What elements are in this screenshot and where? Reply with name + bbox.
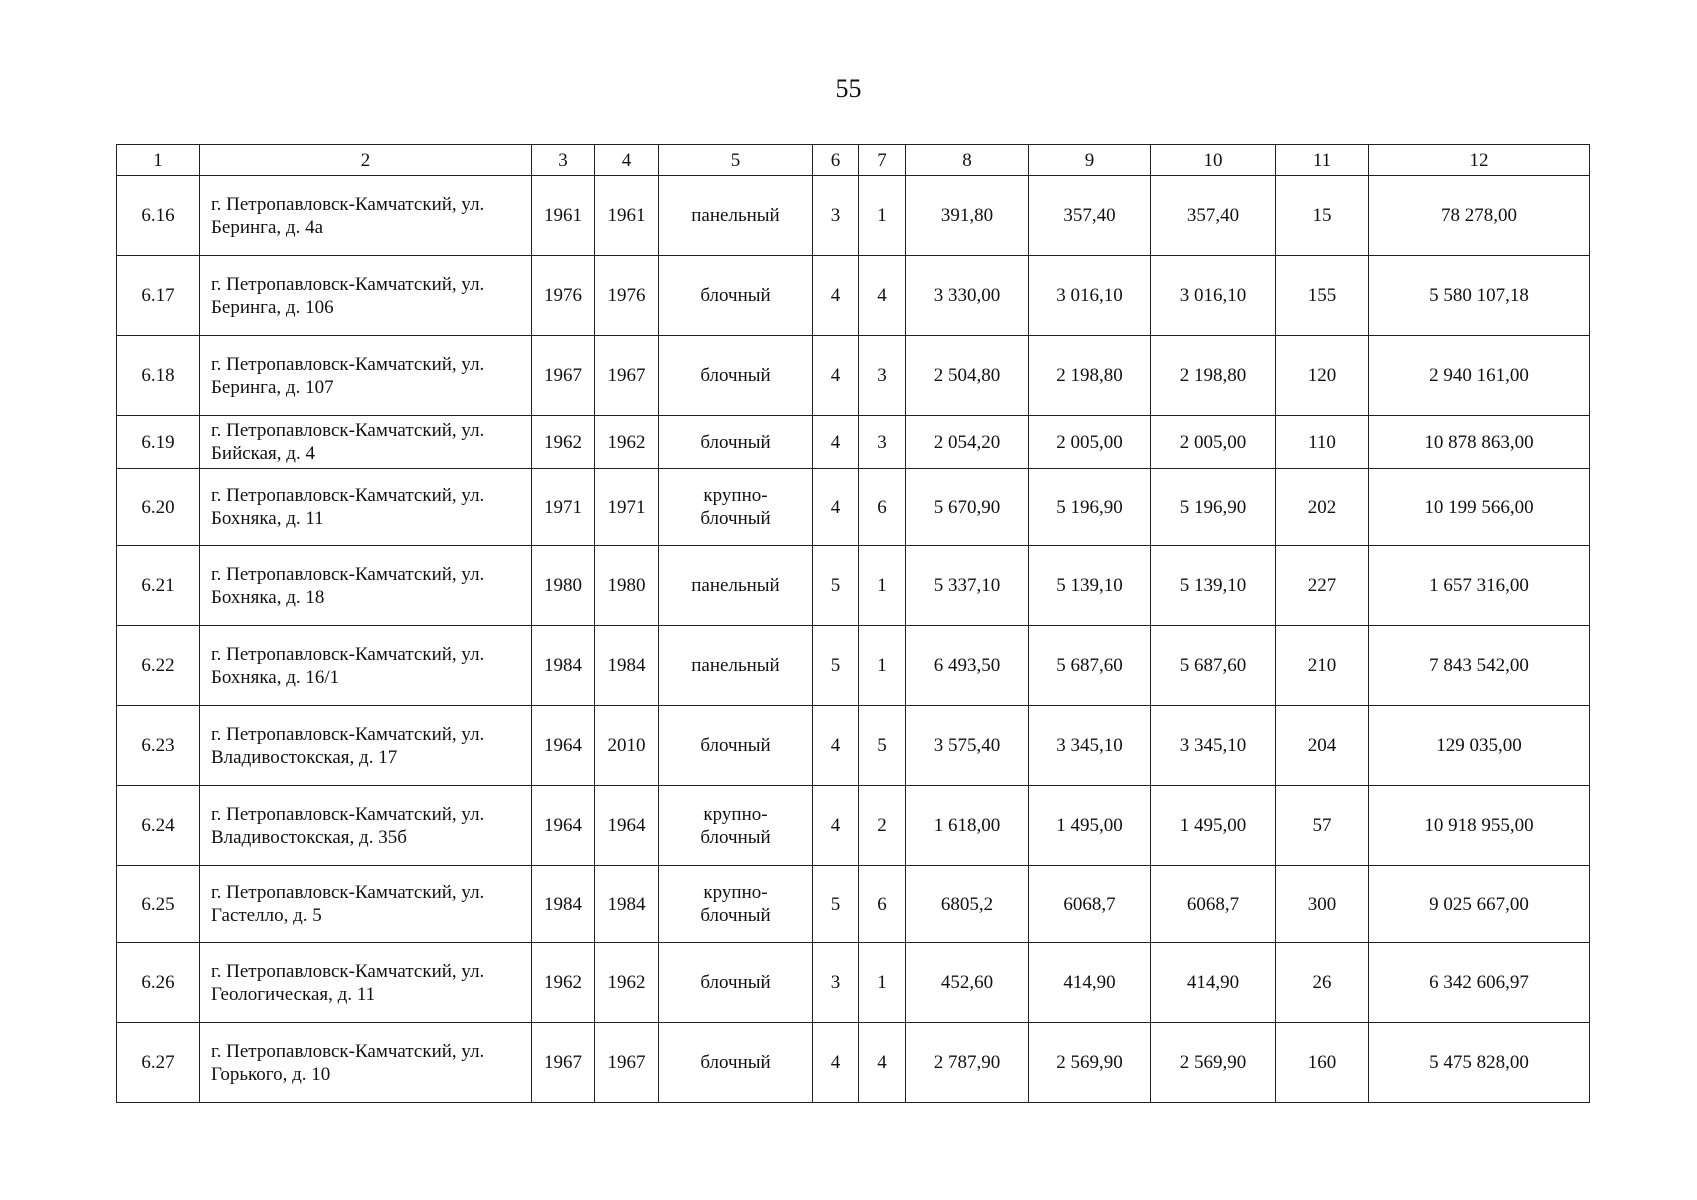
- address-line-house: Бохняка, д. 11: [211, 508, 324, 529]
- table-body: [117, 176, 1590, 1103]
- year-commissioned-cell: 1967: [595, 336, 659, 416]
- address-line-city-street: г. Петропавловск-Камчатский, ул.: [211, 960, 485, 982]
- address-line-house: Бийская, д. 4: [211, 443, 315, 464]
- column-header: 6: [813, 145, 859, 176]
- wall-material-line: панельный: [691, 655, 780, 676]
- wall-material-line: крупно-: [703, 882, 768, 903]
- wall-material-cell: [659, 176, 813, 256]
- total-area-cell: 2 054,20: [906, 416, 1029, 469]
- wall-material-line: блочный: [700, 972, 771, 993]
- housing-registry-table: [116, 144, 1590, 1103]
- premises-area-cell: 2 005,00: [1029, 416, 1151, 469]
- column-header: 7: [859, 145, 906, 176]
- cost-cell: 10 878 863,00: [1369, 416, 1590, 469]
- wall-material-line: панельный: [691, 575, 780, 596]
- wall-material-line: панельный: [691, 205, 780, 226]
- address-cell: [200, 546, 532, 626]
- premises-area-cell: 5 687,60: [1029, 626, 1151, 706]
- total-area-cell: 5 337,10: [906, 546, 1029, 626]
- wall-material-line: блочный: [700, 1052, 771, 1073]
- address-line-house: Владивостокская, д. 17: [211, 746, 398, 768]
- wall-material-line: блочный: [700, 905, 771, 926]
- residential-area-cell: 1 495,00: [1151, 786, 1276, 866]
- wall-material-cell: [659, 943, 813, 1023]
- year-built-cell: 1984: [532, 626, 595, 706]
- row-number-cell: 6.24: [117, 786, 200, 866]
- address-line-house: Беринга, д. 4а: [211, 216, 324, 238]
- residents-cell: 57: [1276, 786, 1369, 866]
- column-header: 12: [1369, 145, 1590, 176]
- floors-cell: 4: [813, 786, 859, 866]
- column-header: 9: [1029, 145, 1151, 176]
- wall-material-line: блочный: [700, 826, 771, 848]
- residents-cell: 110: [1276, 416, 1369, 469]
- entrances-cell: 1: [859, 626, 906, 706]
- cost-cell: 10 918 955,00: [1369, 786, 1590, 866]
- address-cell: [200, 1023, 532, 1103]
- premises-area-cell: 357,40: [1029, 176, 1151, 256]
- address-cell: [200, 943, 532, 1023]
- year-commissioned-cell: 1971: [595, 469, 659, 546]
- address-cell: [200, 176, 532, 256]
- row-number-cell: 6.26: [117, 943, 200, 1023]
- residents-cell: 210: [1276, 626, 1369, 706]
- wall-material-cell: [659, 256, 813, 336]
- entrances-cell: 3: [859, 336, 906, 416]
- column-header: 4: [595, 145, 659, 176]
- year-commissioned-cell: 2010: [595, 706, 659, 786]
- address-cell: [200, 416, 532, 469]
- year-commissioned-cell: 1984: [595, 866, 659, 943]
- cost-cell: 5 475 828,00: [1369, 1023, 1590, 1103]
- year-commissioned-cell: 1962: [595, 416, 659, 469]
- wall-material-line: крупно-: [703, 485, 768, 506]
- total-area-cell: 5 670,90: [906, 469, 1029, 546]
- year-built-cell: 1962: [532, 943, 595, 1023]
- table-row: [117, 943, 1590, 1023]
- year-commissioned-cell: 1961: [595, 176, 659, 256]
- row-number-cell: 6.20: [117, 469, 200, 546]
- address-line-house: Владивостокская, д. 35б: [211, 826, 407, 848]
- row-number-cell: 6.19: [117, 416, 200, 469]
- column-header: 1: [117, 145, 200, 176]
- column-header: 8: [906, 145, 1029, 176]
- address-line-house: Бохняка, д. 16/1: [211, 666, 340, 688]
- residential-area-cell: 2 569,90: [1151, 1023, 1276, 1103]
- year-built-cell: 1984: [532, 866, 595, 943]
- floors-cell: 5: [813, 546, 859, 626]
- entrances-cell: 6: [859, 866, 906, 943]
- address-line-city-street: г. Петропавловск-Камчатский, ул.: [211, 420, 485, 441]
- residents-cell: 227: [1276, 546, 1369, 626]
- table-row: [117, 336, 1590, 416]
- table-row: [117, 1023, 1590, 1103]
- total-area-cell: 6 493,50: [906, 626, 1029, 706]
- residents-cell: 160: [1276, 1023, 1369, 1103]
- premises-area-cell: 6068,7: [1029, 866, 1151, 943]
- address-line-city-street: г. Петропавловск-Камчатский, ул.: [211, 273, 485, 295]
- cost-cell: 5 580 107,18: [1369, 256, 1590, 336]
- address-cell: [200, 866, 532, 943]
- premises-area-cell: 5 139,10: [1029, 546, 1151, 626]
- wall-material-cell: [659, 866, 813, 943]
- table-row: [117, 546, 1590, 626]
- address-line-city-street: г. Петропавловск-Камчатский, ул.: [211, 643, 485, 665]
- cost-cell: 6 342 606,97: [1369, 943, 1590, 1023]
- residential-area-cell: 414,90: [1151, 943, 1276, 1023]
- column-header: 5: [659, 145, 813, 176]
- total-area-cell: 6805,2: [906, 866, 1029, 943]
- floors-cell: 4: [813, 706, 859, 786]
- address-cell: [200, 469, 532, 546]
- address-line-house: Горького, д. 10: [211, 1063, 331, 1085]
- residents-cell: 120: [1276, 336, 1369, 416]
- year-commissioned-cell: 1976: [595, 256, 659, 336]
- year-built-cell: 1976: [532, 256, 595, 336]
- floors-cell: 4: [813, 1023, 859, 1103]
- address-line-city-street: г. Петропавловск-Камчатский, ул.: [211, 882, 485, 903]
- entrances-cell: 2: [859, 786, 906, 866]
- table-row: [117, 626, 1590, 706]
- table-row: [117, 256, 1590, 336]
- table-row: [117, 469, 1590, 546]
- floors-cell: 3: [813, 176, 859, 256]
- wall-material-line: блочный: [700, 285, 771, 306]
- residential-area-cell: 2 198,80: [1151, 336, 1276, 416]
- wall-material-cell: [659, 626, 813, 706]
- total-area-cell: 2 787,90: [906, 1023, 1029, 1103]
- entrances-cell: 6: [859, 469, 906, 546]
- year-commissioned-cell: 1962: [595, 943, 659, 1023]
- floors-cell: 4: [813, 469, 859, 546]
- address-line-city-street: г. Петропавловск-Камчатский, ул.: [211, 723, 485, 745]
- cost-cell: 10 199 566,00: [1369, 469, 1590, 546]
- wall-material-line: блочный: [700, 365, 771, 386]
- wall-material-cell: [659, 469, 813, 546]
- table-row: [117, 866, 1590, 943]
- column-header: 2: [200, 145, 532, 176]
- year-commissioned-cell: 1964: [595, 786, 659, 866]
- floors-cell: 4: [813, 256, 859, 336]
- year-built-cell: 1980: [532, 546, 595, 626]
- year-commissioned-cell: 1980: [595, 546, 659, 626]
- table-row: [117, 706, 1590, 786]
- address-line-city-street: г. Петропавловск-Камчатский, ул.: [211, 193, 485, 215]
- address-line-house: Гастелло, д. 5: [211, 905, 322, 926]
- total-area-cell: 1 618,00: [906, 786, 1029, 866]
- residents-cell: 204: [1276, 706, 1369, 786]
- cost-cell: 9 025 667,00: [1369, 866, 1590, 943]
- wall-material-cell: [659, 546, 813, 626]
- row-number-cell: 6.27: [117, 1023, 200, 1103]
- cost-cell: 1 657 316,00: [1369, 546, 1590, 626]
- year-built-cell: 1967: [532, 1023, 595, 1103]
- address-cell: [200, 256, 532, 336]
- premises-area-cell: 1 495,00: [1029, 786, 1151, 866]
- residents-cell: 202: [1276, 469, 1369, 546]
- residential-area-cell: 5 139,10: [1151, 546, 1276, 626]
- address-line-house: Бохняка, д. 18: [211, 586, 325, 608]
- cost-cell: 129 035,00: [1369, 706, 1590, 786]
- residential-area-cell: 2 005,00: [1151, 416, 1276, 469]
- entrances-cell: 4: [859, 1023, 906, 1103]
- premises-area-cell: 3 016,10: [1029, 256, 1151, 336]
- residential-area-cell: 5 196,90: [1151, 469, 1276, 546]
- year-built-cell: 1964: [532, 786, 595, 866]
- row-number-cell: 6.17: [117, 256, 200, 336]
- residential-area-cell: 3 345,10: [1151, 706, 1276, 786]
- cost-cell: 78 278,00: [1369, 176, 1590, 256]
- column-header: 11: [1276, 145, 1369, 176]
- year-commissioned-cell: 1967: [595, 1023, 659, 1103]
- residents-cell: 300: [1276, 866, 1369, 943]
- address-line-city-street: г. Петропавловск-Камчатский, ул.: [211, 353, 485, 375]
- address-line-city-street: г. Петропавловск-Камчатский, ул.: [211, 803, 485, 825]
- year-commissioned-cell: 1984: [595, 626, 659, 706]
- total-area-cell: 3 575,40: [906, 706, 1029, 786]
- residential-area-cell: 5 687,60: [1151, 626, 1276, 706]
- column-header: 3: [532, 145, 595, 176]
- column-number-row: [117, 145, 1590, 176]
- row-number-cell: 6.16: [117, 176, 200, 256]
- wall-material-cell: [659, 1023, 813, 1103]
- premises-area-cell: 5 196,90: [1029, 469, 1151, 546]
- year-built-cell: 1962: [532, 416, 595, 469]
- wall-material-line: крупно-: [703, 803, 768, 825]
- page-number: 55: [835, 74, 862, 103]
- wall-material-cell: [659, 786, 813, 866]
- address-line-city-street: г. Петропавловск-Камчатский, ул.: [211, 563, 485, 585]
- address-line-house: Беринга, д. 107: [211, 376, 334, 398]
- address-cell: [200, 706, 532, 786]
- row-number-cell: 6.21: [117, 546, 200, 626]
- row-number-cell: 6.23: [117, 706, 200, 786]
- premises-area-cell: 414,90: [1029, 943, 1151, 1023]
- floors-cell: 4: [813, 336, 859, 416]
- residents-cell: 155: [1276, 256, 1369, 336]
- wall-material-cell: [659, 336, 813, 416]
- entrances-cell: 1: [859, 176, 906, 256]
- address-cell: [200, 336, 532, 416]
- total-area-cell: 391,80: [906, 176, 1029, 256]
- row-number-cell: 6.22: [117, 626, 200, 706]
- residential-area-cell: 6068,7: [1151, 866, 1276, 943]
- residential-area-cell: 357,40: [1151, 176, 1276, 256]
- year-built-cell: 1964: [532, 706, 595, 786]
- table-row: [117, 176, 1590, 256]
- address-line-city-street: г. Петропавловск-Камчатский, ул.: [211, 485, 485, 506]
- table-row: [117, 416, 1590, 469]
- address-cell: [200, 626, 532, 706]
- residential-area-cell: 3 016,10: [1151, 256, 1276, 336]
- cost-cell: 7 843 542,00: [1369, 626, 1590, 706]
- total-area-cell: 3 330,00: [906, 256, 1029, 336]
- premises-area-cell: 3 345,10: [1029, 706, 1151, 786]
- floors-cell: 5: [813, 866, 859, 943]
- address-line-house: Геологическая, д. 11: [211, 983, 376, 1005]
- wall-material-line: блочный: [700, 735, 771, 756]
- entrances-cell: 3: [859, 416, 906, 469]
- entrances-cell: 1: [859, 546, 906, 626]
- floors-cell: 3: [813, 943, 859, 1023]
- wall-material-line: блочный: [700, 508, 771, 529]
- wall-material-cell: [659, 416, 813, 469]
- wall-material-line: блочный: [700, 431, 771, 453]
- table-row: [117, 786, 1590, 866]
- address-cell: [200, 786, 532, 866]
- premises-area-cell: 2 198,80: [1029, 336, 1151, 416]
- entrances-cell: 4: [859, 256, 906, 336]
- entrances-cell: 5: [859, 706, 906, 786]
- premises-area-cell: 2 569,90: [1029, 1023, 1151, 1103]
- cost-cell: 2 940 161,00: [1369, 336, 1590, 416]
- year-built-cell: 1967: [532, 336, 595, 416]
- residents-cell: 26: [1276, 943, 1369, 1023]
- year-built-cell: 1961: [532, 176, 595, 256]
- floors-cell: 5: [813, 626, 859, 706]
- residents-cell: 15: [1276, 176, 1369, 256]
- column-header: 10: [1151, 145, 1276, 176]
- entrances-cell: 1: [859, 943, 906, 1023]
- wall-material-cell: [659, 706, 813, 786]
- year-built-cell: 1971: [532, 469, 595, 546]
- row-number-cell: 6.18: [117, 336, 200, 416]
- total-area-cell: 452,60: [906, 943, 1029, 1023]
- total-area-cell: 2 504,80: [906, 336, 1029, 416]
- row-number-cell: 6.25: [117, 866, 200, 943]
- address-line-city-street: г. Петропавловск-Камчатский, ул.: [211, 1040, 485, 1062]
- address-line-house: Беринга, д. 106: [211, 296, 334, 318]
- floors-cell: 4: [813, 416, 859, 469]
